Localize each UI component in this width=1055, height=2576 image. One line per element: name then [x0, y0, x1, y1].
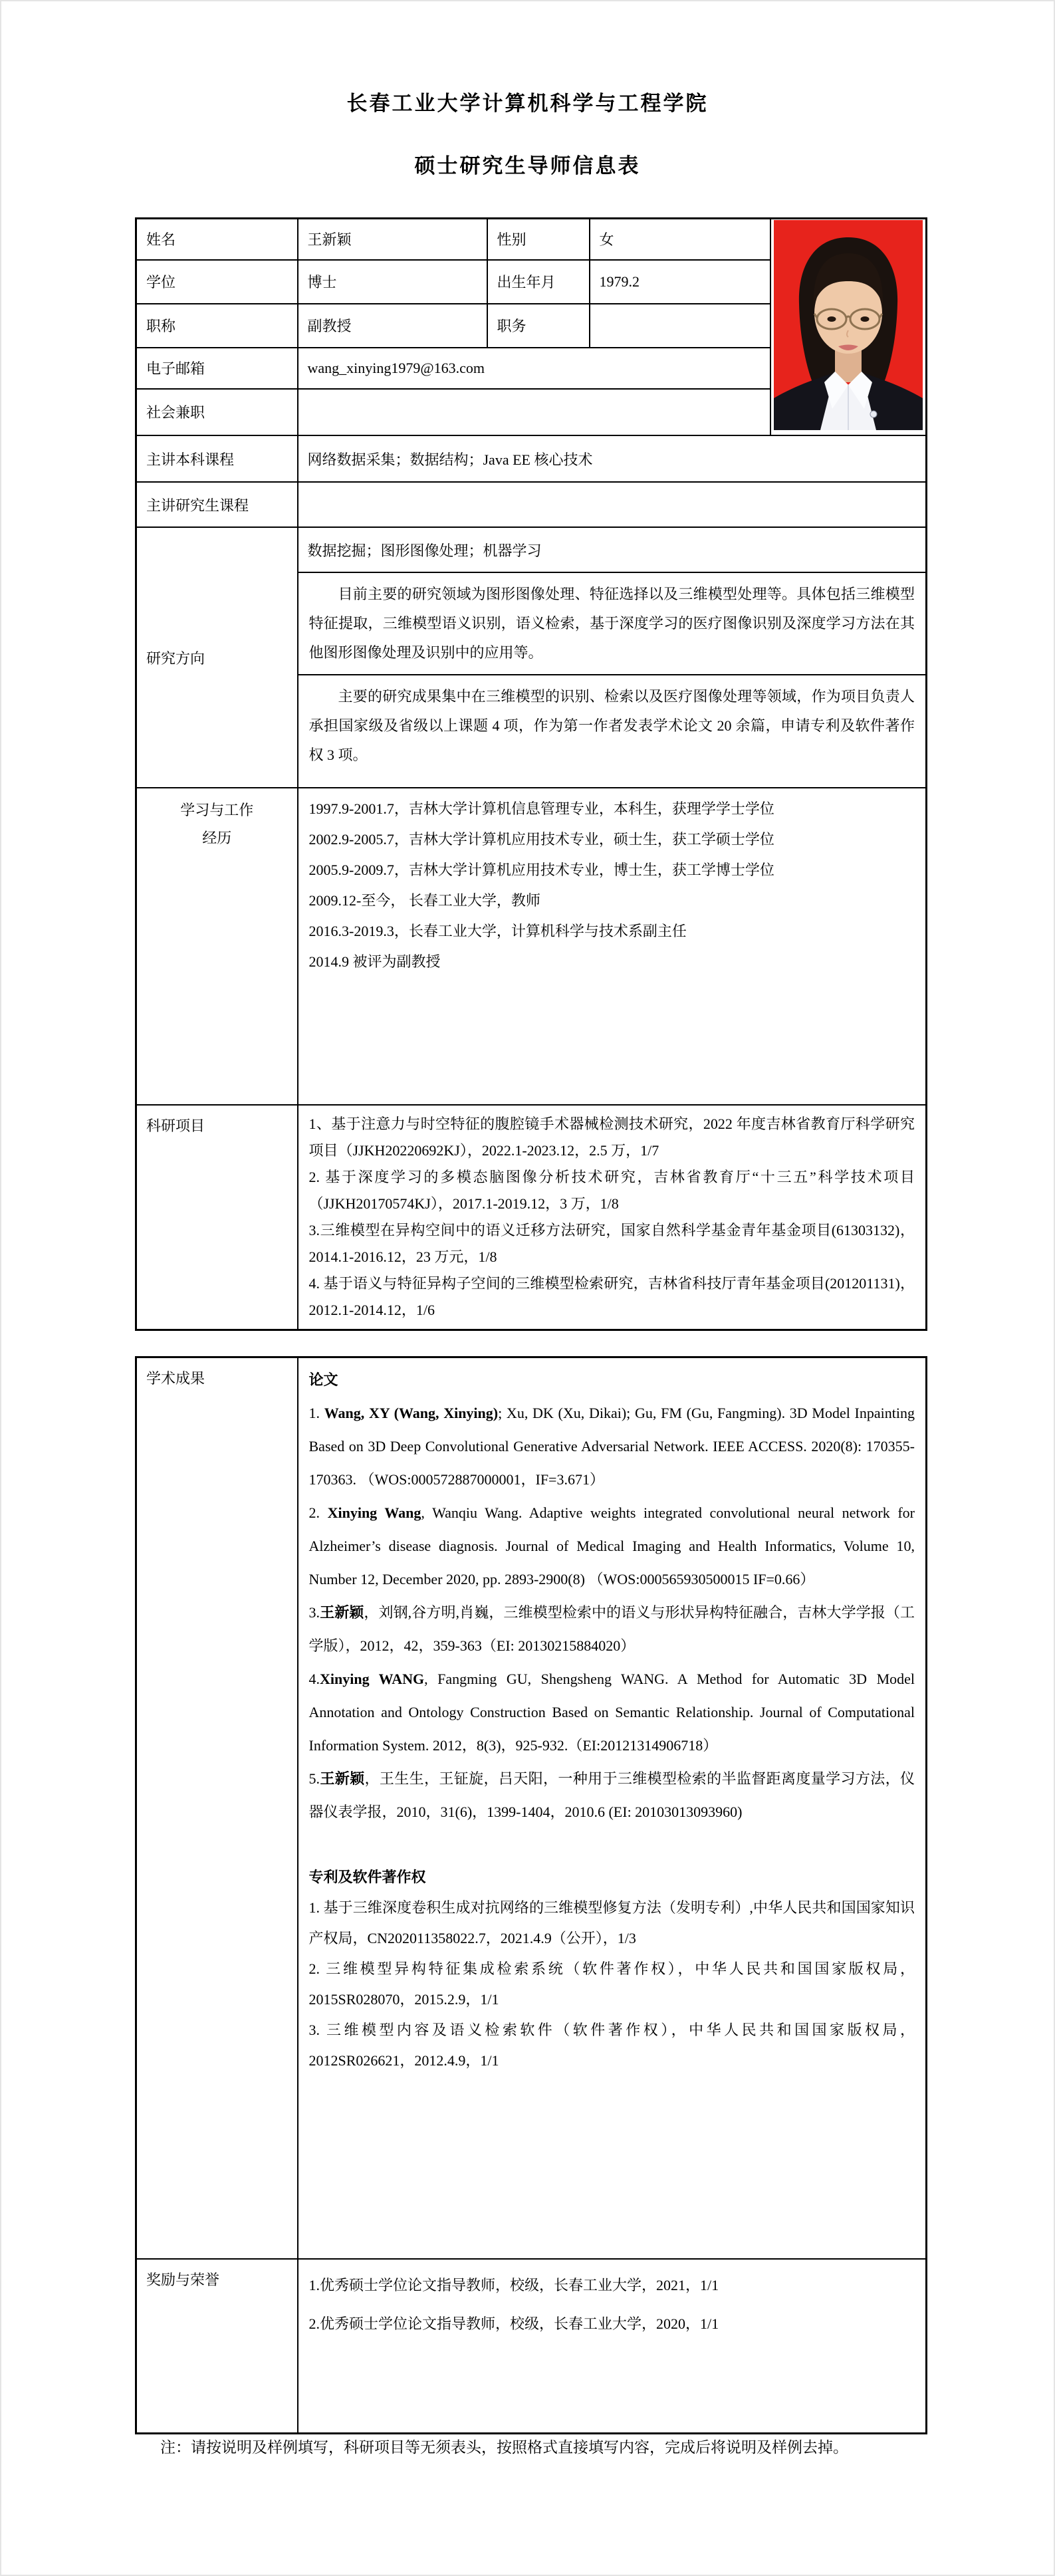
paper-author-bold: 王新颖	[320, 1604, 364, 1621]
gender-value: 女	[590, 219, 770, 260]
paper-author-bold: Xinying Wang	[327, 1504, 421, 1521]
experience-item: 2002.9-2005.7，吉林大学计算机应用技术专业，硕士生，获工学硕士学位	[308, 831, 774, 848]
award-item: 2.优秀硕士学位论文指导教师，校级，长春工业大学，2020，1/1	[308, 2315, 719, 2332]
award-item: 1.优秀硕士学位论文指导教师，校级，长春工业大学，2021，1/1	[308, 2276, 719, 2293]
experience-item: 2014.9 被评为副教授	[308, 953, 441, 970]
paper-number: 1.	[308, 1405, 324, 1421]
undergrad-courses-label: 主讲本科课程	[136, 435, 298, 482]
email-value: wang_xinying1979@163.com	[298, 348, 770, 389]
supervisor-info-table	[135, 217, 927, 1331]
birth-value: 1979.2	[590, 260, 770, 304]
social-label: 社会兼职	[136, 389, 298, 435]
table-row	[136, 788, 927, 1105]
footer-note: 注：请按说明及样例填写，科研项目等无须表头，按照格式直接填写内容，完成后将说明及样例去掉。	[160, 2439, 848, 2456]
paper-item	[309, 1596, 915, 1663]
project-item: 1、基于注意力与时空特征的腹腔镜手术器械检测技术研究，2022 年度吉林省教育厅科学研究项目（JJKH20220692KJ），2022.1-2023.12，2.5 万，1/7	[308, 1115, 915, 1159]
patents-header: 专利及软件著作权	[308, 1869, 426, 1885]
project-item: 3.三维模型在异构空间中的语义迁移方法研究，国家自然科学基金青年基金项目(61303132)，2014.1-2016.12，23 万元，1/8	[308, 1222, 915, 1265]
projects-list	[298, 1105, 927, 1330]
academic-label: 学术成果	[136, 1357, 298, 2259]
paper-item	[309, 1762, 915, 1829]
paper-author-bold: Wang, XY (Wang, Xinying)	[324, 1405, 499, 1421]
title-label: 职称	[136, 304, 298, 348]
page-title: 长春工业大学计算机科学与工程学院	[346, 92, 709, 115]
title-value: 副教授	[298, 304, 487, 348]
experience-label	[136, 788, 298, 1105]
table-row	[136, 435, 927, 482]
experience-label-line2: 经历	[202, 829, 232, 846]
undergrad-courses-value: 网络数据采集；数据结构；Java EE 核心技术	[298, 435, 927, 482]
degree-label: 学位	[136, 260, 298, 304]
social-value	[298, 389, 770, 435]
duty-value	[590, 304, 770, 348]
table-row	[136, 1357, 927, 2259]
project-item: 4. 基于语义与特征异构子空间的三维模型检索研究，吉林省科技厅青年基金项目(201201131)，2012.1-2014.12，1/6	[308, 1275, 915, 1318]
research-direction-label: 研究方向	[136, 527, 298, 788]
research-overview: 目前主要的研究领域为图形图像处理、特征选择以及三维模型处理等。具体包括三维模型特征提取，三维模型语义识别，语义检索，基于深度学习的医疗图像识别及深度学习方法在其他图形图像处理及识别中的应用等。	[298, 572, 927, 675]
name-value: 王新颖	[298, 219, 487, 260]
research-keywords: 数据挖掘；图形图像处理；机器学习	[298, 527, 927, 572]
gender-label: 性别	[487, 219, 590, 260]
table-row	[136, 1105, 927, 1330]
paper-number: 4.	[308, 1671, 320, 1687]
project-item: 2. 基于深度学习的多模态脑图像分析技术研究，吉林省教育厅“十三五”科学技术项目（JJKH20170574KJ），2017.1-2019.12，3 万，1/8	[308, 1169, 915, 1212]
research-achievements: 主要的研究成果集中在三维模型的识别、检索以及医疗图像处理等领域，作为项目负责人承担国家级及省级以上课题 4 项，作为第一作者发表学术论文 20 余篇，申请专利及软件著作权 3 项。	[298, 675, 927, 788]
paper-text: ; Xu, DK (Xu, Dikai); Gu, FM (Gu, Fangming). 3D Model Inpainting Based on 3D Deep Convolutional Generative Adversarial Network. IEEE ACCESS. 2020(8): 170355-170363. （WOS:000572887000001，IF=3.671）	[308, 1405, 915, 1488]
experience-item: 2005.9-2009.7，吉林大学计算机应用技术专业，博士生，获工学博士学位	[308, 862, 774, 878]
table-row	[136, 219, 927, 260]
name-label: 姓名	[136, 219, 298, 260]
papers-header: 论文	[308, 1371, 338, 1388]
awards-label: 奖励与荣誉	[136, 2259, 298, 2434]
table-row	[136, 482, 927, 527]
paper-author-bold: 王新颖	[320, 1770, 365, 1787]
experience-label-line1: 学习与工作	[180, 802, 254, 818]
duty-label: 职务	[487, 304, 590, 348]
table-row	[136, 2259, 927, 2434]
paper-number: 3.	[308, 1604, 320, 1621]
patent-item: 1. 基于三维深度卷积生成对抗网络的三维模型修复方法（发明专利）,中华人民共和国国家知识产权局，CN202011358022.7，2021.4.9（公开），1/3	[308, 1899, 915, 1946]
degree-value: 博士	[298, 260, 487, 304]
paper-number: 2.	[308, 1504, 328, 1521]
right-eye	[860, 316, 869, 322]
birth-label: 出生年月	[487, 260, 590, 304]
patent-item: 3. 三维模型内容及语义检索软件（软件著作权），中华人民共和国国家版权局，2012SR026621，2012.4.9，1/1	[308, 2022, 915, 2069]
page-subtitle: 硕士研究生导师信息表	[414, 154, 641, 177]
paper-text: ，刘钢,谷方明,肖巍，三维模型检索中的语义与形状异构特征融合，吉林大学学报（工学版），2012，42，359-363（EI: 20130215884020）	[308, 1604, 915, 1654]
paper-item	[309, 1663, 915, 1762]
patent-item: 2. 三维模型异构特征集成检索系统（软件著作权），中华人民共和国国家版权局，2015SR028070，2015.2.9，1/1	[308, 1960, 915, 2008]
paper-number: 5.	[308, 1770, 320, 1787]
brooch	[870, 411, 877, 417]
photo-cell	[770, 219, 927, 436]
academic-content	[298, 1357, 927, 2259]
paper-text: , Wanqiu Wang. Adaptive weights integrated convolutional neural network for Alzheimer’s disease diagnosis. Journal of Medical Imaging and Health Informatics, Volume 10, Number 12, December 2020, pp. 2893-2900(8) （WOS:000565930500015 IF=0.66）	[308, 1504, 915, 1587]
experience-list	[298, 788, 927, 1105]
experience-item: 1997.9-2001.7，吉林大学计算机信息管理专业，本科生，获理学学士学位	[308, 800, 774, 817]
paper-item	[309, 1496, 915, 1596]
email-label: 电子邮箱	[136, 348, 298, 389]
academic-results-table	[135, 1356, 927, 2434]
experience-item: 2016.3-2019.3，长春工业大学，计算机科学与技术系副主任	[308, 923, 687, 939]
paper-text: ，王生生，王钲旋，吕天阳，一种用于三维模型检索的半监督距离度量学习方法，仪器仪表学报，2010，31(6)，1399-1404，2010.6 (EI: 20103013093960)	[308, 1770, 915, 1820]
paper-text: , Fangming GU, Shengsheng WANG. A Method for Automatic 3D Model Annotation and Ontology Construction Based on Semantic Relationship. Journal of Computational Information System. 2012，8(3)，925-932.（EI:20121314906718）	[308, 1671, 915, 1754]
experience-item: 2009.12-至今， 长春工业大学，教师	[308, 892, 540, 909]
id-photo	[774, 220, 923, 430]
grad-courses-label: 主讲研究生课程	[136, 482, 298, 527]
grad-courses-value	[298, 482, 927, 527]
table-row	[136, 527, 927, 572]
awards-list	[298, 2259, 927, 2434]
paper-author-bold: Xinying WANG	[320, 1671, 425, 1687]
paper-item	[309, 1397, 915, 1496]
projects-label: 科研项目	[136, 1105, 298, 1330]
left-eye	[827, 316, 836, 322]
